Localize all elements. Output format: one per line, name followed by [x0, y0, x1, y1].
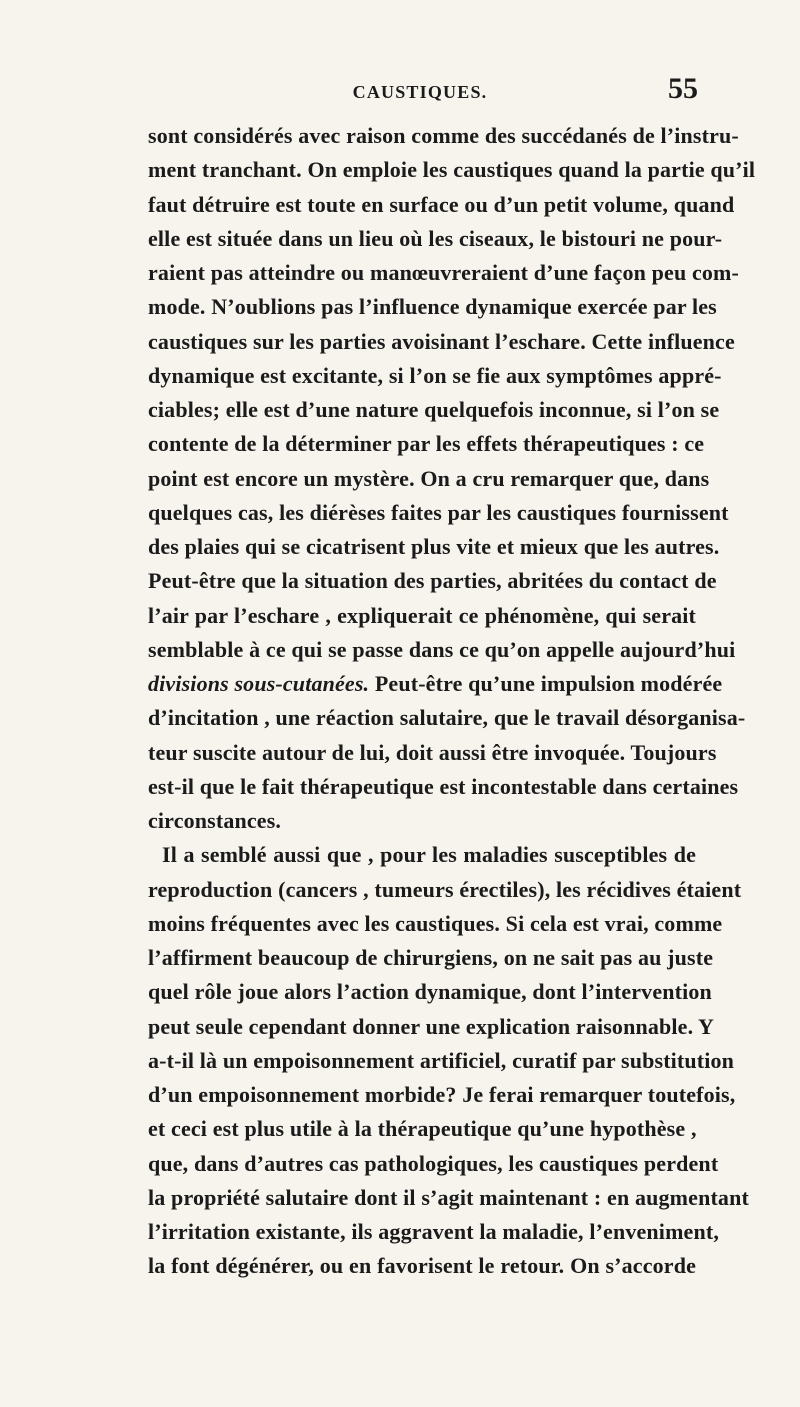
text-line: sont considérés avec raison comme des succédanés de l’instru-	[148, 123, 739, 148]
text-line: Peut-être que la situation des parties, abritées du contact de	[148, 568, 717, 594]
running-title: CAUSTIQUES.	[352, 82, 488, 102]
page-number: 55	[668, 72, 698, 105]
text-line: quelques cas, les diérèses faites par les caustiques fournissent	[148, 499, 729, 525]
text-line: quel rôle joue alors l’action dynamique, dont l’intervention	[148, 979, 712, 1005]
text-line: contente de la déterminer par les effets thérapeutiques : ce	[148, 431, 705, 457]
text-line: dynamique est excitante, si l’on se fie aux symptômes appré-	[148, 362, 722, 388]
text-line: la propriété salutaire dont il s’agit maintenant : en augmentant	[148, 1184, 749, 1210]
text-line: est-il que le fait thérapeutique est incontestable dans certaines	[148, 773, 739, 799]
paragraph-end-line: circonstances.	[148, 808, 282, 833]
text-line: la font dégénérer, ou en favorisent le retour. On s’accorde	[148, 1253, 696, 1279]
text-line: a-t-il là un empoisonnement artificiel, curatif par substitution	[148, 1047, 735, 1073]
text-line-with-italic	[148, 667, 723, 701]
text-line: ment tranchant. On emploie les caustiques quand la partie qu’il	[148, 157, 756, 183]
text-line: reproduction (cancers , tumeurs érectiles), les récidives étaient	[148, 876, 742, 902]
text-line: semblable à ce qui se passe dans ce qu’on appelle aujourd’hui	[148, 636, 736, 662]
body-text	[148, 119, 756, 1284]
text-line: caustiques sur les parties avoisinant l’eschare. Cette influence	[148, 328, 735, 354]
text-line: et ceci est plus utile à la thérapeutique qu’une hypothèse ,	[148, 1116, 697, 1142]
text-line: l’air par l’eschare , expliquerait ce phénomène, qui serait	[148, 602, 696, 628]
text-line: mode. N’oublions pas l’influence dynamique exercée par les	[148, 294, 717, 320]
text-line: elle est située dans un lieu où les ciseaux, le bistouri ne pour-	[148, 225, 723, 251]
text-line: faut détruire est toute en surface ou d’un petit volume, quand	[148, 191, 735, 217]
text-line: teur suscite autour de lui, doit aussi être invoquée. Toujours	[148, 739, 717, 765]
text-line: ciables; elle est d’une nature quelquefois inconnue, si l’on se	[148, 397, 720, 422]
text-line: moins fréquentes avec les caustiques. Si cela est vrai, comme	[148, 910, 723, 936]
text-line: d’un empoisonnement morbide? Je ferai remarquer toutefois,	[148, 1082, 736, 1107]
text-line: l’irritation existante, ils aggravent la maladie, l’enveniment,	[148, 1219, 719, 1244]
text-line: peut seule cependant donner une explication raisonnable. Y	[148, 1013, 715, 1039]
running-head	[148, 70, 698, 106]
text-line: point est encore un mystère. On a cru remarquer que, dans	[148, 465, 710, 491]
text-line: que, dans d’autres cas pathologiques, les caustiques perdent	[148, 1150, 719, 1176]
text-run: Peut-être qu’une impulsion modérée	[369, 671, 723, 696]
text-line: l’affirment beaucoup de chirurgiens, on ne sait pas au juste	[148, 945, 714, 970]
text-line: d’incitation , une réaction salutaire, que le travail désorganisa-	[148, 705, 746, 731]
text-line: raient pas atteindre ou manœuvreraient d’une façon peu com-	[148, 260, 740, 285]
text-line: des plaies qui se cicatrisent plus vite et mieux que les autres.	[148, 534, 720, 559]
italic-term: divisions sous-cutanées.	[148, 671, 370, 696]
paragraph-start-line: Il a semblé aussi que , pour les maladies susceptibles de	[162, 842, 696, 868]
